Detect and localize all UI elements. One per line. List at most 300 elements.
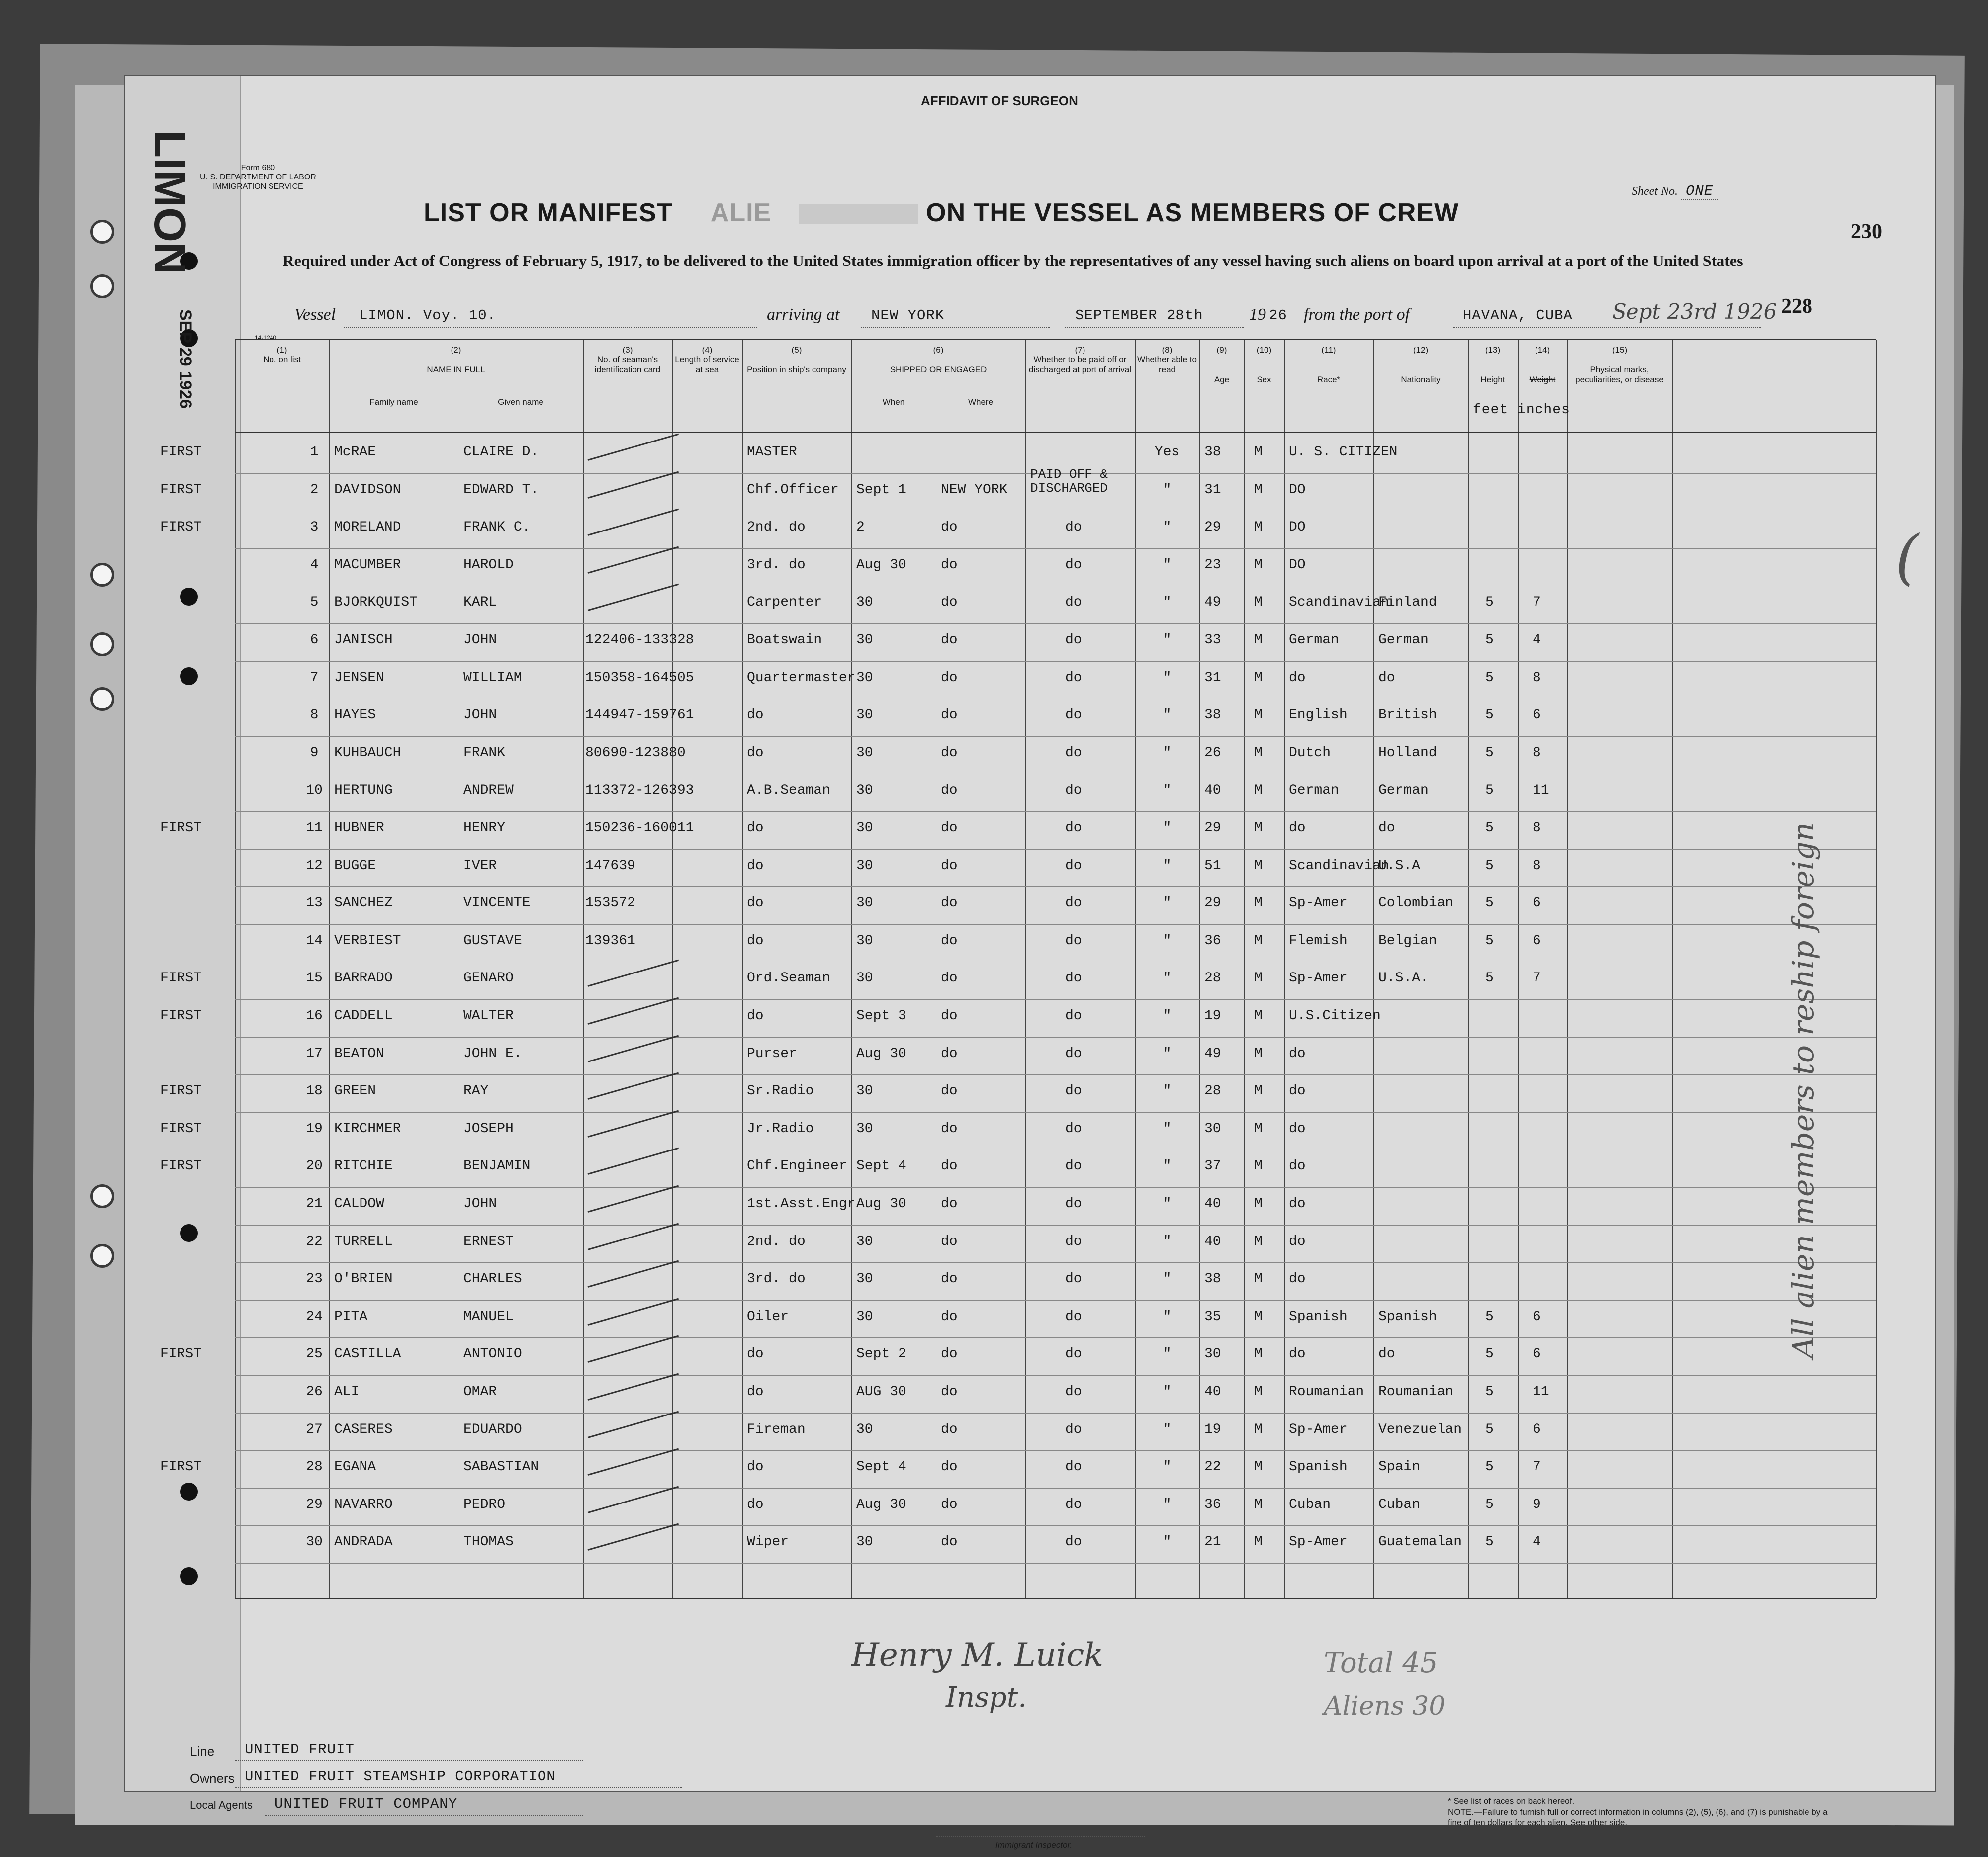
class-tag: FIRST — [160, 1121, 202, 1137]
age: 40 — [1204, 1196, 1221, 1212]
agents-value: UNITED FRUIT COMPANY — [274, 1796, 458, 1812]
row-rule — [235, 736, 1876, 737]
age: 31 — [1204, 482, 1221, 498]
family-name: JENSEN — [334, 670, 384, 686]
races-note: * See list of races on back hereof. — [1448, 1796, 1575, 1806]
nationality: do — [1378, 1346, 1395, 1362]
subtitle: Required under Act of Congress of February 5, 1917, to be delivered to the United States immigration officer by the representatives of any vessel having such aliens on board upon arrival at a port of the United States — [282, 252, 1743, 269]
form-number: Form 680 — [241, 164, 275, 172]
col-7-header: (7) Whether to be paid off or discharged at port of arrival — [1029, 345, 1131, 374]
shipped-where: do — [941, 1196, 958, 1212]
family-name: CALDOW — [334, 1196, 384, 1212]
height-feet: 5 — [1485, 933, 1494, 949]
binder-hole — [90, 1184, 114, 1208]
paid-off-status: do — [1065, 820, 1082, 836]
paid-off-status: do — [1065, 520, 1082, 535]
height-inches: 8 — [1533, 858, 1541, 874]
position: Quartermaster — [747, 670, 856, 686]
row-rule — [235, 1074, 1876, 1075]
binder-hole — [90, 563, 114, 587]
shipped-when: 30 — [856, 707, 873, 723]
sex: M — [1254, 1459, 1263, 1475]
page-title — [424, 198, 1459, 228]
punch-hole — [180, 667, 198, 685]
row-number: 5 — [310, 595, 319, 611]
position: do — [747, 1497, 764, 1512]
shipped-when: 30 — [856, 1309, 873, 1325]
position: 2nd. do — [747, 1234, 806, 1249]
able-to-read: " — [1163, 670, 1172, 686]
paid-off-status: do — [1065, 1008, 1082, 1024]
title-right: ON THE VESSEL AS MEMBERS OF CREW — [926, 198, 1459, 227]
shipped-when: 30 — [856, 670, 873, 686]
height-inches: 8 — [1533, 820, 1541, 836]
age: 28 — [1204, 971, 1221, 986]
shipped-where: do — [941, 933, 958, 949]
paid-off-status: do — [1065, 971, 1082, 986]
position: do — [747, 1459, 764, 1475]
able-to-read: " — [1163, 632, 1172, 648]
given-name: WALTER — [463, 1008, 514, 1024]
height-units: feet inches — [1473, 402, 1570, 418]
row-number: 13 — [306, 895, 323, 911]
able-to-read: " — [1163, 557, 1172, 573]
sex: M — [1254, 482, 1263, 498]
family-name: BUGGE — [334, 858, 376, 874]
race: do — [1289, 1046, 1306, 1061]
shipped-when: 30 — [856, 1534, 873, 1550]
shipped-where: do — [941, 1046, 958, 1061]
family-name: PITA — [334, 1309, 368, 1325]
sex: M — [1254, 971, 1263, 986]
able-to-read: " — [1163, 1384, 1172, 1400]
able-to-read: " — [1163, 482, 1172, 498]
sex: M — [1254, 1083, 1263, 1099]
age: 38 — [1204, 444, 1221, 460]
seaman-card-number: 147639 — [585, 858, 635, 874]
check-mark — [588, 546, 679, 573]
when-header: When — [882, 397, 905, 407]
position: Chf.Officer — [747, 482, 839, 498]
age: 38 — [1204, 1271, 1221, 1287]
paid-off-status: do — [1065, 1271, 1082, 1287]
able-to-read: " — [1163, 1196, 1172, 1212]
family-name: O'BRIEN — [334, 1271, 393, 1287]
age: 35 — [1204, 1309, 1221, 1325]
row-rule — [235, 886, 1876, 887]
position: Boatswain — [747, 632, 822, 648]
check-mark — [588, 1072, 679, 1100]
shipped-when: 30 — [856, 1234, 873, 1249]
sex: M — [1254, 1121, 1263, 1137]
family-name: RITCHIE — [334, 1158, 393, 1174]
given-name: ANDREW — [463, 783, 514, 798]
shipped-where: do — [941, 707, 958, 723]
given-name: PEDRO — [463, 1497, 506, 1512]
nationality: German — [1378, 783, 1429, 798]
sex: M — [1254, 444, 1263, 460]
vessel-name: LIMON. Voy. 10. — [359, 307, 497, 324]
check-mark — [588, 1110, 679, 1137]
row-number: 18 — [306, 1083, 323, 1099]
col-11-header: (11) Race* — [1317, 345, 1341, 384]
col-3-header: (3) No. of seaman's identification card — [594, 345, 661, 374]
race: Roumanian — [1289, 1384, 1364, 1400]
row-rule — [235, 1525, 1876, 1526]
position: Wiper — [747, 1534, 789, 1550]
height-feet: 5 — [1485, 632, 1494, 648]
height-feet: 5 — [1485, 707, 1494, 723]
height-inches: 11 — [1533, 783, 1549, 798]
position: Oiler — [747, 1309, 789, 1325]
shipped-when: 30 — [856, 783, 873, 798]
check-mark — [588, 960, 679, 987]
paid-off-status: do — [1065, 557, 1082, 573]
race: Scandinavian — [1289, 858, 1389, 874]
row-rule — [235, 1037, 1876, 1038]
position: do — [747, 745, 764, 761]
able-to-read: Yes — [1154, 444, 1180, 460]
height-feet: 5 — [1485, 971, 1494, 986]
able-to-read: " — [1163, 820, 1172, 836]
given-name: JOSEPH — [463, 1121, 514, 1137]
shipped-when: Sept 4 — [856, 1459, 906, 1475]
shipped-where: do — [941, 1008, 958, 1024]
department-name: U. S. DEPARTMENT OF LABOR — [200, 173, 316, 181]
position: 2nd. do — [747, 520, 806, 535]
height-inches: 6 — [1533, 933, 1541, 949]
row-number: 3 — [310, 520, 319, 535]
given-name: HENRY — [463, 820, 506, 836]
age: 19 — [1204, 1421, 1221, 1437]
able-to-read: " — [1163, 1008, 1172, 1024]
binder-hole — [90, 687, 114, 711]
class-tag: FIRST — [160, 1459, 202, 1475]
shipped-when: Sept 2 — [856, 1346, 906, 1362]
sex: M — [1254, 1158, 1263, 1174]
family-name: HAYES — [334, 707, 376, 723]
height-feet: 5 — [1485, 1459, 1494, 1475]
shipped-when: 30 — [856, 1083, 873, 1099]
race: Flemish — [1289, 933, 1348, 949]
position: do — [747, 895, 764, 911]
row-number: 12 — [306, 858, 323, 874]
row-number: 1 — [310, 444, 319, 460]
col-5-header: (5) Position in ship's company — [747, 345, 846, 374]
age: 31 — [1204, 670, 1221, 686]
check-mark — [588, 434, 679, 461]
position: Jr.Radio — [747, 1121, 814, 1137]
year-label: 19 — [1249, 305, 1266, 324]
able-to-read: " — [1163, 1497, 1172, 1512]
age: 40 — [1204, 783, 1221, 798]
sex: M — [1254, 1196, 1263, 1212]
shipped-where: do — [941, 1421, 958, 1437]
race: DO — [1289, 520, 1306, 535]
seaman-card-number: 80690-123880 — [585, 745, 686, 761]
height-feet: 5 — [1485, 783, 1494, 798]
paid-off-status: do — [1065, 1121, 1082, 1137]
shipped-when: 30 — [856, 1121, 873, 1137]
row-rule — [235, 924, 1876, 925]
handwritten-total: Total 45 — [1324, 1647, 1438, 1679]
check-mark — [588, 1260, 679, 1288]
paid-off-status: do — [1065, 1196, 1082, 1212]
shipped-when: 2 — [856, 520, 865, 535]
nationality: do — [1378, 670, 1395, 686]
shipped-when: 30 — [856, 745, 873, 761]
family-name: SANCHEZ — [334, 895, 393, 911]
shipped-where: do — [941, 1083, 958, 1099]
given-name: ERNEST — [463, 1234, 514, 1249]
paid-off-status: do — [1065, 670, 1082, 686]
age: 26 — [1204, 745, 1221, 761]
shipped-where: do — [941, 1497, 958, 1512]
title-left: LIST OR MANIFEST — [424, 198, 673, 227]
race: Scandinavian — [1289, 595, 1389, 611]
height-inches: 6 — [1533, 1421, 1541, 1437]
binder-hole — [90, 1244, 114, 1268]
age: 40 — [1204, 1234, 1221, 1249]
able-to-read: " — [1163, 1083, 1172, 1099]
race: do — [1289, 1271, 1306, 1287]
sex: M — [1254, 1271, 1263, 1287]
given-name: KARL — [463, 595, 497, 611]
able-to-read: " — [1163, 933, 1172, 949]
age: 36 — [1204, 933, 1221, 949]
age: 40 — [1204, 1384, 1221, 1400]
vessel-label: Vessel — [294, 305, 336, 324]
race: Sp-Amer — [1289, 1534, 1348, 1550]
seaman-card-number: 150358-164505 — [585, 670, 694, 686]
position: Purser — [747, 1046, 797, 1061]
form-code: 14-1240 — [255, 334, 277, 341]
shipped-where: do — [941, 632, 958, 648]
race: do — [1289, 1121, 1306, 1137]
shipped-when: Aug 30 — [856, 1196, 906, 1212]
shipped-where: do — [941, 520, 958, 535]
age: 28 — [1204, 1083, 1221, 1099]
position: A.B.Seaman — [747, 783, 831, 798]
shipped-where: do — [941, 1271, 958, 1287]
able-to-read: " — [1163, 971, 1172, 986]
shipped-where: do — [941, 670, 958, 686]
class-tag: FIRST — [160, 444, 202, 460]
shipped-where: do — [941, 595, 958, 611]
family-name: BJORKQUIST — [334, 595, 418, 611]
able-to-read: " — [1163, 1234, 1172, 1249]
nationality: German — [1378, 632, 1429, 648]
given-name: JOHN — [463, 632, 497, 648]
height-inches: 6 — [1533, 1309, 1541, 1325]
paid-off-status: do — [1065, 707, 1082, 723]
able-to-read: " — [1163, 1121, 1172, 1137]
race: DO — [1289, 482, 1306, 498]
position: do — [747, 933, 764, 949]
shipped-where: do — [941, 1158, 958, 1174]
line-value: UNITED FRUIT — [245, 1741, 355, 1758]
check-mark — [588, 997, 679, 1025]
race: do — [1289, 1196, 1306, 1212]
sex: M — [1254, 557, 1263, 573]
arriving-label: arriving at — [767, 305, 840, 324]
position: MASTER — [747, 444, 797, 460]
nationality: U.S.A. — [1378, 971, 1429, 986]
height-feet: 5 — [1485, 595, 1494, 611]
given-name: EDWARD T. — [463, 482, 539, 498]
height-inches: 11 — [1533, 1384, 1549, 1400]
row-number: 29 — [306, 1497, 323, 1512]
given-name: VINCENTE — [463, 895, 531, 911]
age: 29 — [1204, 895, 1221, 911]
shipped-where: do — [941, 783, 958, 798]
row-rule — [235, 623, 1876, 624]
nationality: Venezuelan — [1378, 1421, 1462, 1437]
shipped-where: NEW YORK — [941, 482, 1008, 498]
height-inches: 8 — [1533, 745, 1541, 761]
given-name-header: Given name — [498, 397, 543, 407]
family-name: ALI — [334, 1384, 360, 1400]
punch-hole — [180, 588, 198, 606]
given-name: JOHN — [463, 1196, 497, 1212]
arrival-date: SEPTEMBER 28th — [1075, 307, 1203, 324]
family-name: BEATON — [334, 1046, 384, 1061]
departure-port: HAVANA, CUBA — [1463, 307, 1573, 324]
seaman-card-number: 122406-133328 — [585, 632, 694, 648]
shipped-when: 30 — [856, 1271, 873, 1287]
class-tag: FIRST — [160, 1008, 202, 1024]
nationality: Colombian — [1378, 895, 1454, 911]
row-number: 2 — [310, 482, 319, 498]
family-name: VERBIEST — [334, 933, 401, 949]
row-number: 26 — [306, 1384, 323, 1400]
height-feet: 5 — [1485, 858, 1494, 874]
position: do — [747, 1008, 764, 1024]
row-rule — [235, 1225, 1876, 1226]
class-tag: FIRST — [160, 1346, 202, 1362]
sex: M — [1254, 933, 1263, 949]
given-name: FRANK — [463, 745, 506, 761]
able-to-read: " — [1163, 1421, 1172, 1437]
col-10-header: (10) Sex — [1256, 345, 1272, 384]
service-name: IMMIGRATION SERVICE — [213, 182, 303, 191]
height-inches: 4 — [1533, 1534, 1541, 1550]
able-to-read: " — [1163, 1346, 1172, 1362]
row-rule — [235, 1563, 1876, 1564]
shipped-where: do — [941, 1121, 958, 1137]
position: Ord.Seaman — [747, 971, 831, 986]
given-name: HAROLD — [463, 557, 514, 573]
nationality: Guatemalan — [1378, 1534, 1462, 1550]
family-name: KIRCHMER — [334, 1121, 401, 1137]
height-inches: 6 — [1533, 895, 1541, 911]
paid-off-status: do — [1065, 745, 1082, 761]
row-number: 30 — [306, 1534, 323, 1550]
arrival-year: 26 — [1269, 307, 1287, 324]
check-mark — [588, 1486, 679, 1513]
owners-label: Owners — [190, 1771, 235, 1786]
row-number: 14 — [306, 933, 323, 949]
position: 3rd. do — [747, 1271, 806, 1287]
given-name: ANTONIO — [463, 1346, 522, 1362]
family-name: CASERES — [334, 1421, 393, 1437]
shipped-when: Sept 4 — [856, 1158, 906, 1174]
race: English — [1289, 707, 1348, 723]
row-number: 28 — [306, 1459, 323, 1475]
shipped-when: 30 — [856, 595, 873, 611]
row-number: 8 — [310, 707, 319, 723]
paid-off-status: do — [1065, 1534, 1082, 1550]
row-number: 25 — [306, 1346, 323, 1362]
paid-off-status: do — [1065, 1497, 1082, 1512]
race: do — [1289, 1158, 1306, 1174]
family-name-header: Family name — [369, 397, 418, 407]
row-rule — [235, 999, 1876, 1000]
row-rule — [235, 1488, 1876, 1489]
row-number: 11 — [306, 820, 323, 836]
check-mark — [588, 584, 679, 611]
paid-off-status: do — [1065, 1384, 1082, 1400]
paid-off-status: do — [1065, 595, 1082, 611]
paid-off-status: do — [1065, 1234, 1082, 1249]
race: do — [1289, 1083, 1306, 1099]
check-mark — [588, 1373, 679, 1401]
page-number-vessel: 228 — [1781, 295, 1812, 318]
shipped-where: do — [941, 1309, 958, 1325]
given-name: BENJAMIN — [463, 1158, 531, 1174]
row-number: 10 — [306, 783, 323, 798]
position: do — [747, 820, 764, 836]
given-name: JOHN E. — [463, 1046, 522, 1061]
shipped-where: do — [941, 1234, 958, 1249]
sex: M — [1254, 520, 1263, 535]
family-name: ANDRADA — [334, 1534, 393, 1550]
family-name: MORELAND — [334, 520, 401, 535]
able-to-read: " — [1163, 1046, 1172, 1061]
row-number: 9 — [310, 745, 319, 761]
class-tag: FIRST — [160, 482, 202, 498]
given-name: GENARO — [463, 971, 514, 986]
col-15-header: (15) Physical marks, peculiarities, or disease — [1575, 345, 1664, 384]
check-mark — [588, 1185, 679, 1213]
family-name: TURRELL — [334, 1234, 393, 1249]
able-to-read: " — [1163, 1459, 1172, 1475]
height-inches: 7 — [1533, 1459, 1541, 1475]
shipped-where: do — [941, 971, 958, 986]
age: 21 — [1204, 1534, 1221, 1550]
row-rule — [235, 811, 1876, 812]
family-name: HERTUNG — [334, 783, 393, 798]
punch-hole — [180, 1224, 198, 1242]
height-inches: 6 — [1533, 707, 1541, 723]
shipped-where: do — [941, 1346, 958, 1362]
given-name: CLAIRE D. — [463, 444, 539, 460]
row-number: 7 — [310, 670, 319, 686]
age: 36 — [1204, 1497, 1221, 1512]
family-name: GREEN — [334, 1083, 376, 1099]
handwritten-aliens-count: Aliens 30 — [1324, 1691, 1446, 1721]
able-to-read: " — [1163, 783, 1172, 798]
height-inches: 7 — [1533, 971, 1541, 986]
shipped-when: Aug 30 — [856, 1497, 906, 1512]
sex: M — [1254, 1309, 1263, 1325]
row-rule — [235, 1112, 1876, 1113]
height-inches: 7 — [1533, 595, 1541, 611]
position: do — [747, 858, 764, 874]
able-to-read: " — [1163, 858, 1172, 874]
able-to-read: " — [1163, 707, 1172, 723]
able-to-read: " — [1163, 595, 1172, 611]
